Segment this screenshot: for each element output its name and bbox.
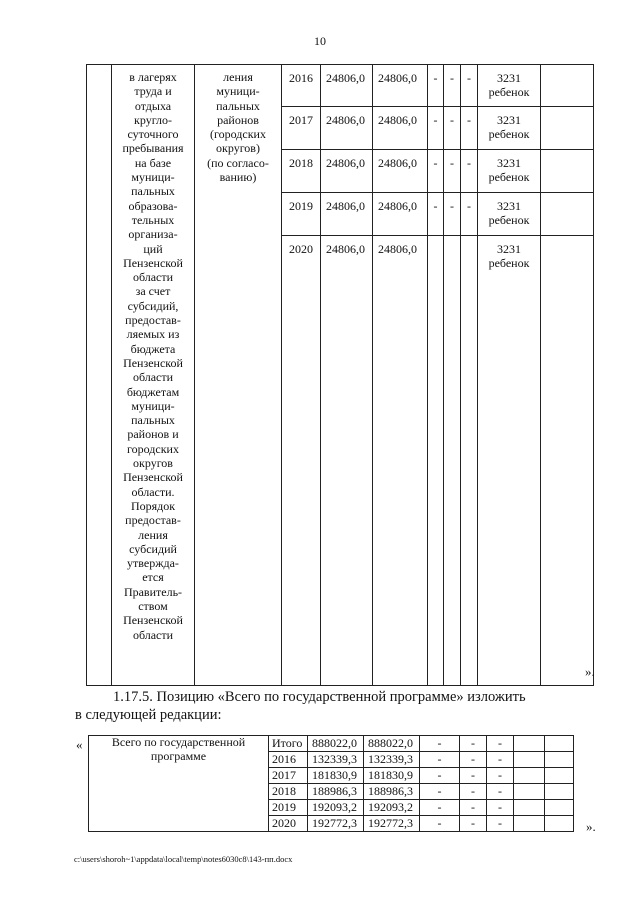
empty-cell: [545, 800, 574, 816]
text-line: пальных: [131, 413, 175, 428]
text-line: области: [132, 627, 174, 642]
other-cell: -: [461, 107, 478, 150]
text-line: муници-: [131, 170, 175, 185]
total-cell: 188986,3: [308, 784, 364, 800]
empty-cell: [545, 752, 574, 768]
year-cell: 2017: [282, 107, 321, 150]
regional-budget-cell: 188986,3: [364, 784, 420, 800]
other-cell: -: [461, 150, 478, 193]
federal-cell: -: [420, 816, 460, 832]
regional-budget-cell: 24806,0: [373, 193, 428, 236]
federal-cell: -: [428, 193, 444, 236]
regional-budget-cell: 132339,3: [364, 752, 420, 768]
empty-cell: [545, 736, 574, 752]
federal-cell: -: [420, 752, 460, 768]
text-line: субсидий: [129, 541, 177, 556]
measure-name-cell: [112, 65, 195, 686]
total-cell: 192772,3: [308, 816, 364, 832]
regional-budget-cell: 192093,2: [364, 800, 420, 816]
text-line: тельных: [131, 212, 175, 227]
federal-cell: -: [420, 784, 460, 800]
year-cell: 2020: [282, 236, 321, 686]
year-cell: 2016: [282, 65, 321, 107]
federal-cell: -: [420, 800, 460, 816]
text-line: (по согласо-: [207, 155, 269, 170]
text-line: области: [132, 270, 174, 285]
empty-cell: [545, 784, 574, 800]
year-cell: 2019: [282, 193, 321, 236]
text-line: образова-: [128, 198, 178, 213]
regional-budget-cell: 24806,0: [373, 65, 428, 107]
text-line: бюджетам: [126, 384, 180, 399]
local-cell: -: [444, 150, 461, 193]
text-line: ванию): [219, 170, 257, 185]
text-line: муници-: [216, 84, 260, 99]
other-cell: -: [487, 768, 514, 784]
text-line: организа-: [128, 227, 178, 242]
indicator-cell: 3231 ребенок: [478, 236, 541, 686]
total-cell: 24806,0: [321, 150, 373, 193]
text-line: утвержда-: [127, 556, 179, 571]
empty-cell: [514, 736, 545, 752]
federal-cell: [428, 236, 444, 686]
empty-cell: [541, 150, 594, 193]
text-line: в лагерях: [129, 70, 177, 84]
local-cell: -: [444, 65, 461, 107]
total-cell: 132339,3: [308, 752, 364, 768]
total-cell: 888022,0: [308, 736, 364, 752]
regional-budget-cell: 192772,3: [364, 816, 420, 832]
indicator-cell: 3231 ребенок: [478, 107, 541, 150]
text-line: ляемых из: [126, 327, 180, 342]
local-cell: -: [444, 193, 461, 236]
text-line: ций: [143, 241, 163, 256]
year-cell: 2018: [282, 150, 321, 193]
text-line: районов: [217, 112, 259, 127]
text-line: суточного: [127, 127, 179, 142]
program-total-table: [88, 735, 574, 832]
other-cell: -: [487, 752, 514, 768]
other-cell: -: [487, 816, 514, 832]
total-label-cell: Всего по государственной программе: [89, 736, 269, 832]
regional-budget-cell: 24806,0: [373, 236, 428, 686]
text-line: пребывания: [122, 141, 184, 156]
text-line: Правитель-: [123, 584, 183, 599]
local-cell: -: [460, 736, 487, 752]
year-cell: Итого: [269, 736, 308, 752]
local-cell: -: [460, 816, 487, 832]
text-line: области.: [131, 484, 175, 499]
footer-file-path: c:\users\shoroh~1\appdata\local\temp\notes6030c8\143-пп.docx: [74, 854, 293, 864]
empty-cell: [514, 784, 545, 800]
executor-cell: [195, 65, 282, 686]
total-cell: 24806,0: [321, 107, 373, 150]
total-cell: 24806,0: [321, 236, 373, 686]
regional-budget-cell: 24806,0: [373, 107, 428, 150]
empty-cell: [541, 236, 594, 686]
text-line: кругло-: [134, 112, 172, 127]
text-line: труда и: [134, 84, 172, 99]
federal-cell: -: [428, 65, 444, 107]
empty-cell: [514, 752, 545, 768]
program-table-continuation: [86, 64, 594, 686]
regional-budget-cell: 181830,9: [364, 768, 420, 784]
year-cell: 2018: [269, 784, 308, 800]
text-line: округов): [216, 141, 260, 156]
text-line: субсидий,: [127, 298, 179, 313]
federal-cell: -: [420, 736, 460, 752]
text-line: ления: [223, 70, 253, 84]
empty-cell: [541, 107, 594, 150]
year-cell: 2016: [269, 752, 308, 768]
text-line: ется: [142, 570, 164, 585]
other-cell: -: [461, 65, 478, 107]
text-line: на базе: [134, 155, 172, 170]
text-line: Пензенской: [123, 470, 183, 485]
regional-budget-cell: 888022,0: [364, 736, 420, 752]
other-cell: -: [487, 800, 514, 816]
year-cell: 2017: [269, 768, 308, 784]
other-cell: -: [461, 193, 478, 236]
text-line: Порядок: [130, 498, 176, 513]
empty-cell: [514, 816, 545, 832]
text-line: предостав-: [125, 513, 181, 528]
indicator-cell: 3231 ребенок: [478, 65, 541, 107]
other-cell: -: [487, 784, 514, 800]
closing-quote: ».: [586, 819, 596, 834]
text-line: за счет: [135, 284, 171, 299]
page-number: 10: [314, 34, 326, 48]
text-line: районов и: [127, 427, 179, 442]
total-cell: 181830,9: [308, 768, 364, 784]
amendment-paragraph-line1: 1.17.5. Позицию «Всего по государственной программе» изложить: [113, 689, 526, 705]
total-cell: 24806,0: [321, 65, 373, 107]
year-cell: 2020: [269, 816, 308, 832]
opening-quote: «: [76, 737, 83, 752]
text-line: ления: [138, 527, 168, 542]
text-line: городских: [127, 441, 179, 456]
text-line: отдыха: [134, 98, 172, 113]
text-line: предостав-: [125, 313, 181, 328]
text-line: муници-: [131, 398, 175, 413]
other-cell: [461, 236, 478, 686]
empty-cell: [514, 800, 545, 816]
local-cell: -: [460, 768, 487, 784]
text-line: пальных: [131, 184, 175, 199]
text-line: ством: [138, 598, 168, 613]
local-cell: -: [460, 800, 487, 816]
amendment-paragraph-line2: в следующей редакции:: [75, 707, 222, 723]
index-cell: [87, 65, 112, 686]
year-cell: 2019: [269, 800, 308, 816]
empty-cell: [545, 768, 574, 784]
empty-cell: [541, 65, 594, 107]
text-line: области: [132, 370, 174, 385]
federal-cell: -: [420, 768, 460, 784]
local-cell: [444, 236, 461, 686]
text-line: Пензенской: [123, 613, 183, 628]
federal-cell: -: [428, 150, 444, 193]
empty-cell: [545, 816, 574, 832]
other-cell: -: [487, 736, 514, 752]
indicator-cell: 3231 ребенок: [478, 150, 541, 193]
closing-quote: ».: [585, 664, 595, 679]
text-line: бюджета: [130, 341, 176, 356]
local-cell: -: [444, 107, 461, 150]
local-cell: -: [460, 752, 487, 768]
federal-cell: -: [428, 107, 444, 150]
empty-cell: [541, 193, 594, 236]
total-cell: 24806,0: [321, 193, 373, 236]
text-line: Пензенской: [123, 255, 183, 270]
empty-cell: [514, 768, 545, 784]
indicator-cell: 3231 ребенок: [478, 193, 541, 236]
text-line: пальных: [216, 98, 260, 113]
local-cell: -: [460, 784, 487, 800]
text-line: (городских: [210, 127, 266, 142]
text-line: Пензенской: [123, 355, 183, 370]
text-line: округов: [133, 456, 173, 471]
total-cell: 192093,2: [308, 800, 364, 816]
regional-budget-cell: 24806,0: [373, 150, 428, 193]
